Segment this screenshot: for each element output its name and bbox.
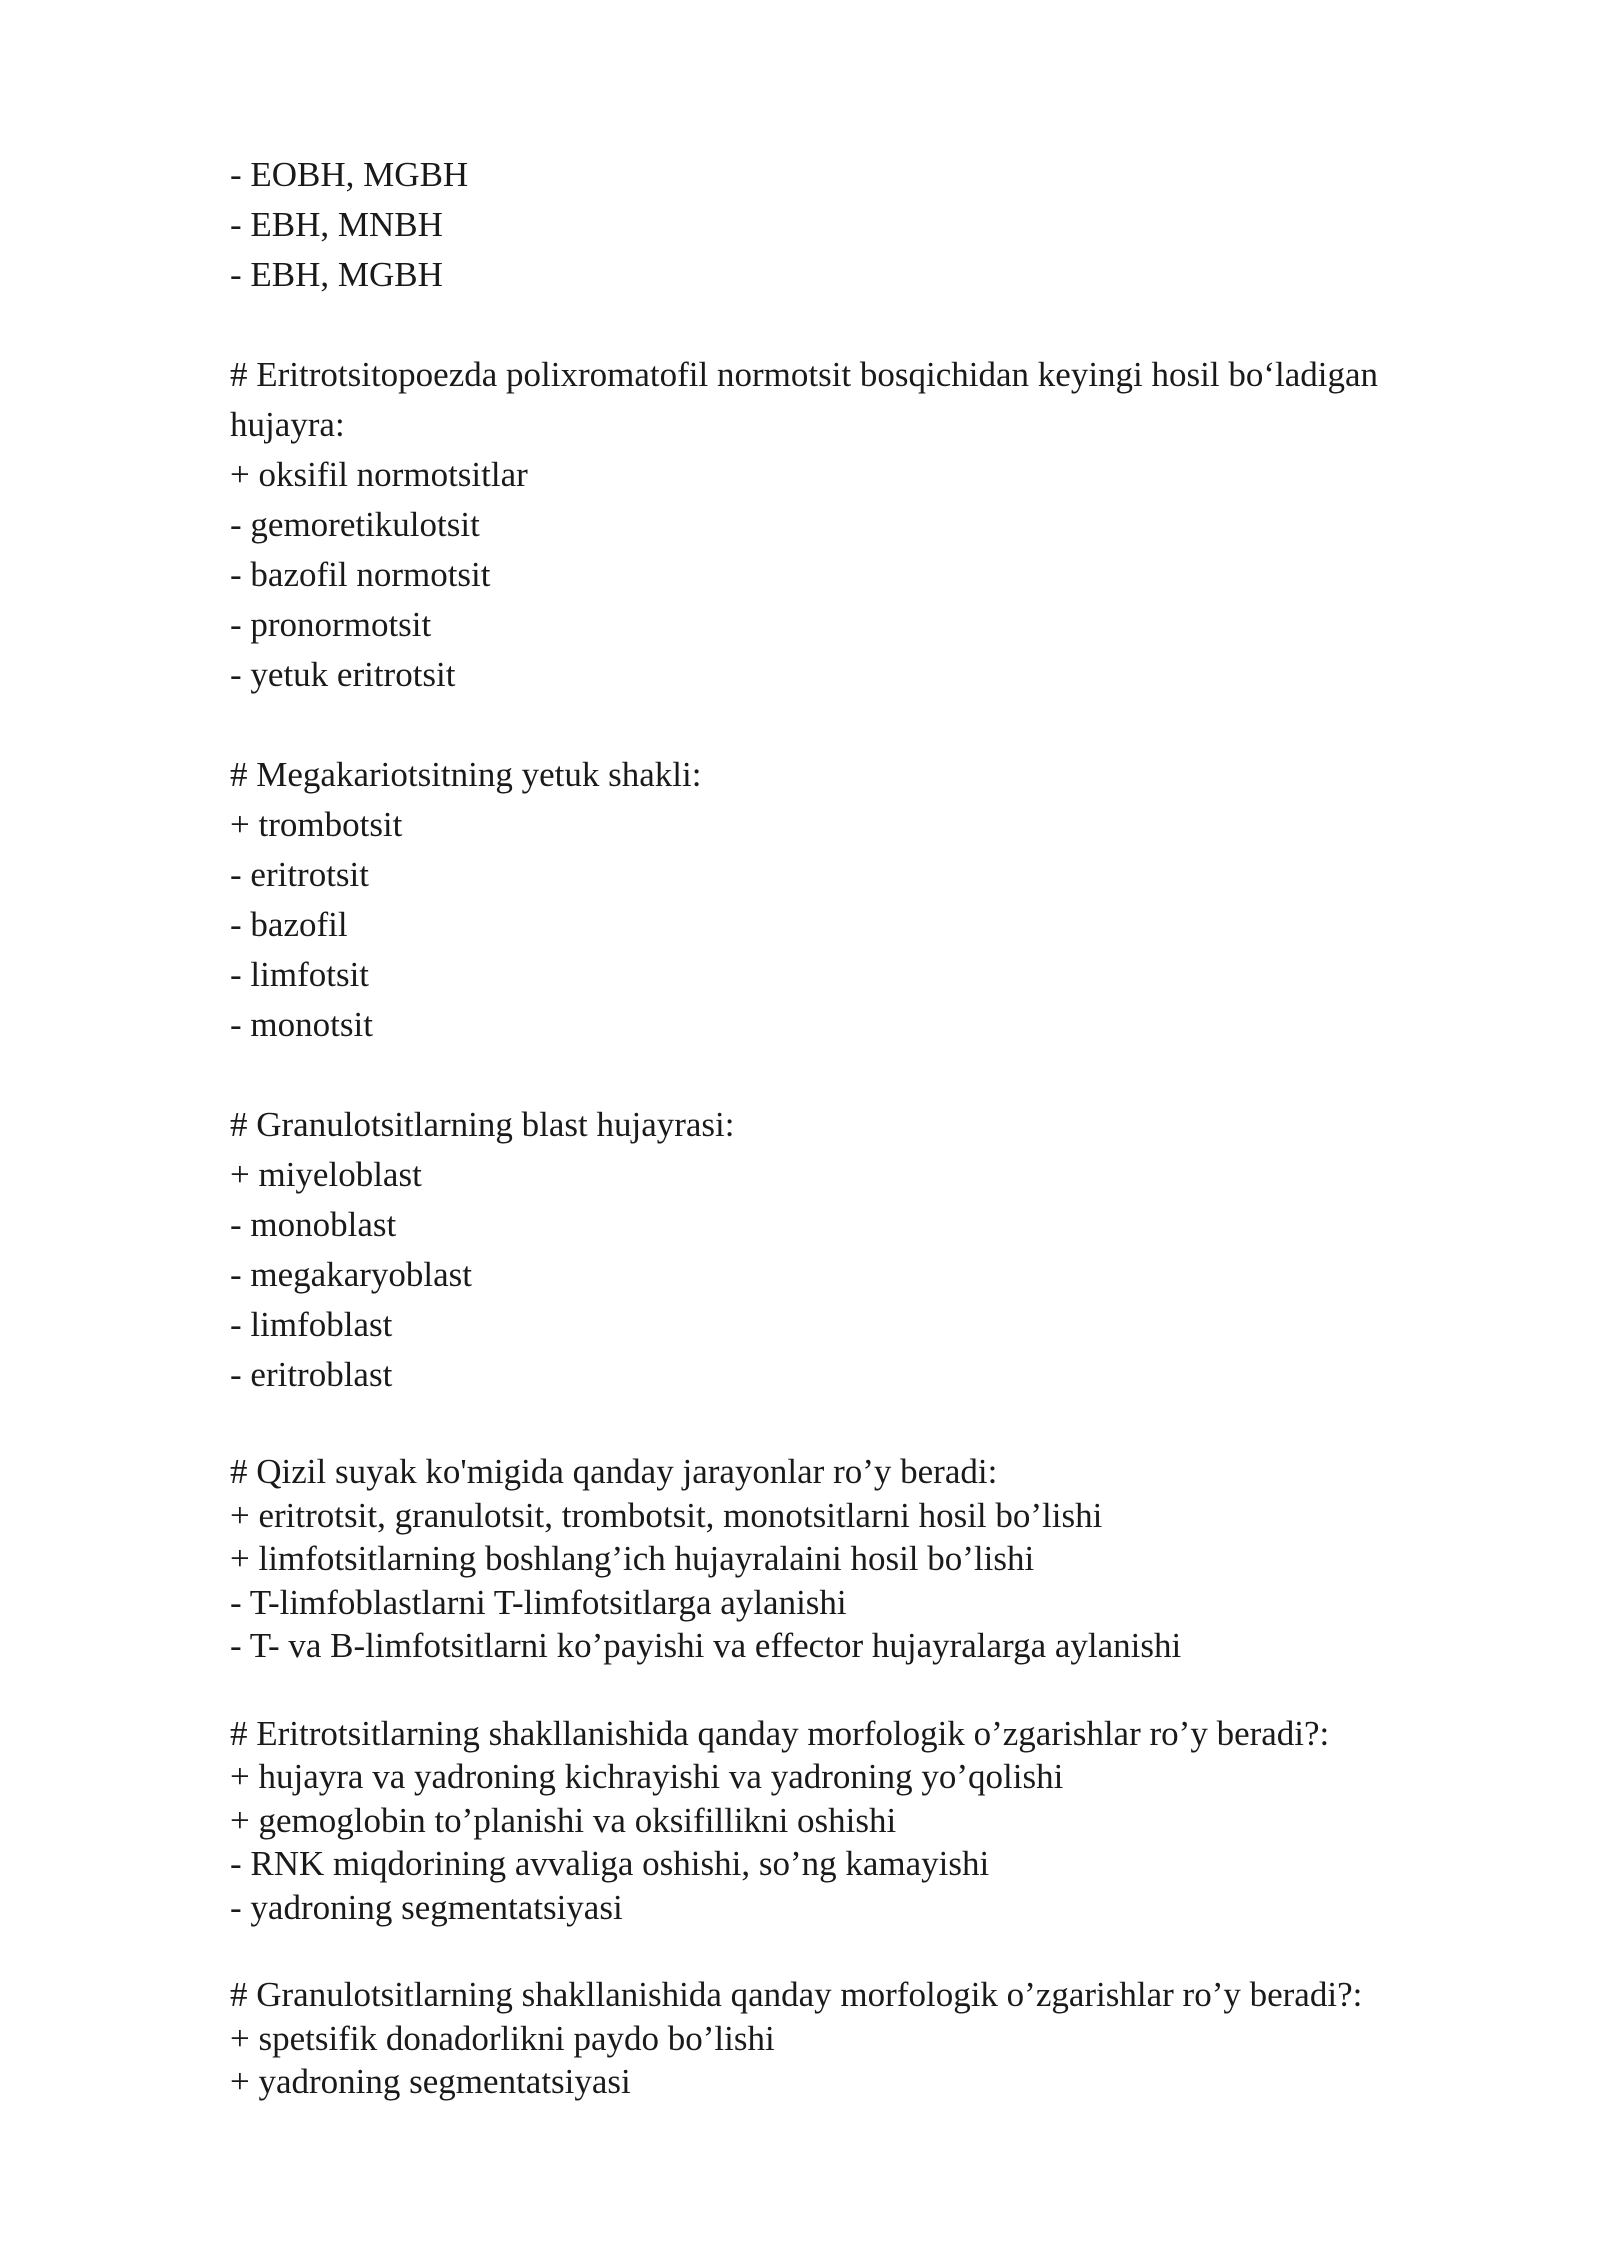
document-content <box>230 150 1480 2104</box>
answer-line: - monotsit <box>230 1005 373 1044</box>
answer-line: - limfoblast <box>230 1305 393 1344</box>
question-block-1 <box>230 350 1480 700</box>
question-text: # Qizil suyak ko'migida qanday jarayonlar ro’y beradi: <box>230 1452 998 1491</box>
answer-line: + gemoglobin to’planishi va oksifillikni oshishi <box>230 1800 897 1840</box>
question-text: # Megakariotsitning yetuk shakli: <box>230 755 702 794</box>
answer-line: - EOBH, MGBH <box>230 155 469 194</box>
answer-line: - bazofil <box>230 905 348 944</box>
question-block-3 <box>230 1100 1480 1400</box>
answer-line: + limfotsitlarning boshlang’ich hujayralaini hosil bo’lishi <box>230 1539 1035 1578</box>
question-text: # Eritrotsitopoezda polixromatofil normotsit bosqichidan keyingi hosil bo‘ladigan hujayra: <box>230 355 1387 444</box>
answer-line: - T-limfoblastlarni T-limfotsitlarga aylanishi <box>230 1582 847 1622</box>
answer-list-top <box>230 150 1480 300</box>
answer-line: + yadroning segmentatsiyasi <box>230 2062 631 2101</box>
answer-line: + spetsifik donadorlikni paydo bo’lishi <box>230 2018 775 2058</box>
question-text: # Granulotsitlarning blast hujayrasi: <box>230 1105 735 1144</box>
answer-line: - EBH, MNBH <box>230 205 443 244</box>
answer-line: + eritrotsit, granulotsit, trombotsit, monotsitlarni hosil bo’lishi <box>230 1495 1103 1535</box>
answer-line: - T- va B-limfotsitlarni ko’payishi va effector hujayralarga aylanishi <box>230 1626 1182 1665</box>
question-block-4 <box>230 1450 1480 1668</box>
answer-line: + miyeloblast <box>230 1155 422 1194</box>
answer-line: - eritroblast <box>230 1355 393 1394</box>
question-text: # Granulotsitlarning shakllanishida qanday morfologik o’zgarishlar ro’y beradi?: <box>230 1975 1363 2014</box>
answer-line: - bazofil normotsit <box>230 555 491 594</box>
answer-line: - yetuk eritrotsit <box>230 655 456 694</box>
answer-line: - megakaryoblast <box>230 1255 472 1294</box>
answer-line: - yadroning segmentatsiyasi <box>230 1887 623 1927</box>
question-block-5 <box>230 1712 1480 1930</box>
answer-line: + oksifil normotsitlar <box>230 455 528 494</box>
answer-line: - gemoretikulotsit <box>230 505 480 544</box>
question-block-6 <box>230 1973 1480 2104</box>
question-text: # Eritrotsitlarning shakllanishida qanday morfologik o’zgarishlar ro’y beradi?: <box>230 1713 1330 1753</box>
answer-line: + trombotsit <box>230 805 403 844</box>
answer-line: - EBH, MGBH <box>230 255 443 294</box>
answer-line: - eritrotsit <box>230 855 369 894</box>
answer-line: - RNK miqdorining avvaliga oshishi, so’ng kamayishi <box>230 1844 990 1883</box>
question-block-2 <box>230 750 1480 1050</box>
answer-line: + hujayra va yadroning kichrayishi va yadroning yo’qolishi <box>230 1757 1064 1796</box>
answer-line: - monoblast <box>230 1205 397 1244</box>
answer-line: - pronormotsit <box>230 605 432 644</box>
answer-line: - limfotsit <box>230 955 370 994</box>
